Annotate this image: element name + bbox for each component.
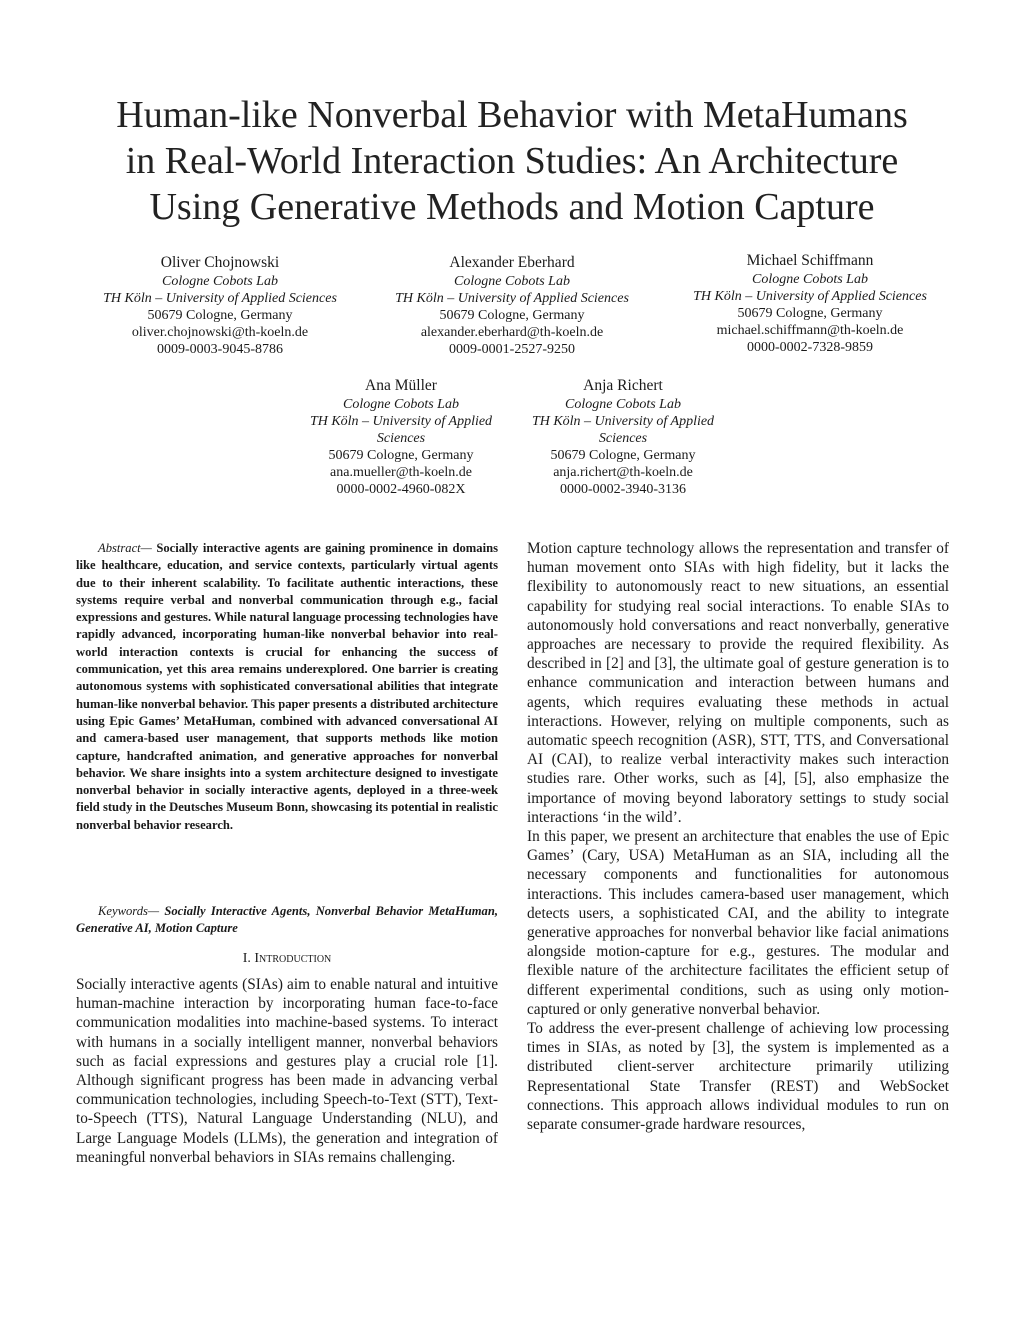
author-orcid: 0009-0003-9045-8786 xyxy=(157,342,283,357)
title-line: Human-like Nonverbal Behavior with MetaHumans xyxy=(116,94,908,136)
author-name: Oliver Chojnowski xyxy=(160,254,280,271)
body-paragraph: Motion capture technology allows the representation and transfer of human movement onto SIAs with high fidelity, but it lacks the flexibility to autonomously react to new situations, an essential capability for studying real social interactions. To enable SIAs to autonomously hold conversations and react nonverbally, generative approaches are necessary to provide the required flexibility. As described in [2] and [3], the ultimate goal of gesture generation is to enhance communication and interaction between humans and agents, which requires evaluating these methods in actual interactions. However, relying on multiple components, such as automatic speech recognition (ASR), STT, TTS, and Conversational AI (CAI), to realize verbal interactivity makes such interaction studies rare. Other works, such as [4], [5], also emphasize the importance of moving beyond laboratory settings to study social interactions ‘in the wild’. xyxy=(527,540,949,826)
author-email: oliver.chojnowski@th-koeln.de xyxy=(131,325,309,340)
author-lab: Cologne Cobots Lab xyxy=(454,274,570,289)
author-city: 50679 Cologne, Germany xyxy=(737,306,883,321)
author-name: Ana Müller xyxy=(365,377,437,394)
author-university-cont: Sciences xyxy=(598,431,648,446)
author-email: ana.mueller@th-koeln.de xyxy=(330,465,472,480)
author-orcid: 0000-0002-3940-3136 xyxy=(560,482,686,497)
keywords-text: Socially Interactive Agents, Nonverbal Behavior MetaHuman, Generative AI, Motion Capture xyxy=(76,904,498,936)
paper-title xyxy=(40,92,984,230)
author-name: Alexander Eberhard xyxy=(449,254,575,271)
author-block xyxy=(90,253,350,358)
author-orcid: 0009-0001-2527-9250 xyxy=(449,342,575,357)
author-block xyxy=(522,376,724,498)
author-university: TH Köln – University of Applied xyxy=(309,414,493,429)
keywords-label: Keywords— xyxy=(98,904,160,918)
author-orcid: 0000-0002-4960-082X xyxy=(336,482,466,497)
author-lab: Cologne Cobots Lab xyxy=(343,397,459,412)
section-title: Introduction xyxy=(254,951,332,966)
author-block xyxy=(680,251,940,356)
author-orcid: 0000-0002-7328-9859 xyxy=(747,340,873,355)
right-column xyxy=(527,539,949,1134)
author-city: 50679 Cologne, Germany xyxy=(147,308,293,323)
author-email: anja.richert@th-koeln.de xyxy=(553,465,693,480)
intro-paragraph: Socially interactive agents (SIAs) aim to enable natural and intuitive human-machine interaction by incorporating human face-to-face communication modalities into machine-based systems. To interact with humans in a socially intelligent manner, nonverbal behaviors such as facial expressions and gestures play a crucial role [1]. Although significant progress has been made in advancing verbal communication technologies, including Speech-to-Text (STT), Text-to-Speech (TTS), Natural Language Understanding (NLU), and Large Language Models (LLMs), the generation and integration of meaningful nonverbal behaviors in SIAs remains challenging. xyxy=(76,976,498,1166)
author-block xyxy=(300,376,502,498)
abstract-label: Abstract— xyxy=(98,541,152,555)
section-number: I. xyxy=(242,951,251,966)
author-university: TH Köln – University of Applied xyxy=(531,414,715,429)
author-email: michael.schiffmann@th-koeln.de xyxy=(716,323,904,338)
author-university: TH Köln – University of Applied Sciences xyxy=(693,289,927,304)
author-lab: Cologne Cobots Lab xyxy=(752,272,868,287)
author-city: 50679 Cologne, Germany xyxy=(328,448,474,463)
author-email: alexander.eberhard@th-koeln.de xyxy=(420,325,604,340)
section-heading xyxy=(76,950,498,968)
author-city: 50679 Cologne, Germany xyxy=(439,308,585,323)
title-line: in Real-World Interaction Studies: An Architecture xyxy=(125,140,899,182)
body-paragraph: In this paper, we present an architecture that enables the use of Epic Games’ (Cary, USA) MetaHuman as an SIA, including all the necessary components and functionalities for autonomous interactions. This includes camera-based user management, which detects users, a sophisticated CAI, and the ability to integrate generative approaches for nonverbal behavior like facial animations alongside motion-capture for e.g., gestures. The modular and flexible nature of the architecture facilitates the efficient setup of different experimental conditions, such as using only motion-captured or only generative nonverbal behavior. xyxy=(527,828,949,1018)
author-block xyxy=(382,253,642,358)
abstract xyxy=(76,540,498,834)
title-line: Using Generative Methods and Motion Capture xyxy=(149,186,875,228)
author-university: TH Köln – University of Applied Sciences xyxy=(395,291,629,306)
author-university: TH Köln – University of Applied Sciences xyxy=(103,291,337,306)
keywords xyxy=(76,903,498,938)
body-paragraph: To address the ever-present challenge of achieving low processing times in SIAs, as noted by [3], the system is implemented as a distributed client-server architecture primarily utilizing Representational State Transfer (REST) and WebSocket connections. This approach allows individual modules to run on separate consumer-grade hardware resources, xyxy=(527,1020,949,1134)
author-lab: Cologne Cobots Lab xyxy=(565,397,681,412)
abstract-text: Socially interactive agents are gaining prominence in domains like healthcare, education, and service contexts, particularly virtual agents due to their inherent scalability. To facilitate authentic interactions, these systems require verbal and nonverbal communication through e.g., facial expressions and gestures. While natural language processing technologies have rapidly advanced, incorporating human-like nonverbal behavior into real-world interaction contexts is crucial for enhancing the success of communication, yet this area remains underexplored. One barrier is creating autonomous systems with sophisticated conversational abilities that integrate human-like nonverbal behavior. This paper presents a distributed architecture using Epic Games’ MetaHuman, combined with advanced conversational AI and camera-based user management, that supports methods like motion capture, handcrafted animation, and generative approaches for nonverbal behavior. We share insights into a system architecture designed to investigate nonverbal behavior in socially interactive agents, deployed in a three-week field study in the Deutsches Museum Bonn, showcasing its potential in realistic nonverbal behavior research. xyxy=(76,541,498,832)
author-university-cont: Sciences xyxy=(376,431,426,446)
author-city: 50679 Cologne, Germany xyxy=(550,448,696,463)
author-name: Michael Schiffmann xyxy=(746,252,874,269)
author-name: Anja Richert xyxy=(583,377,663,394)
author-lab: Cologne Cobots Lab xyxy=(162,274,278,289)
